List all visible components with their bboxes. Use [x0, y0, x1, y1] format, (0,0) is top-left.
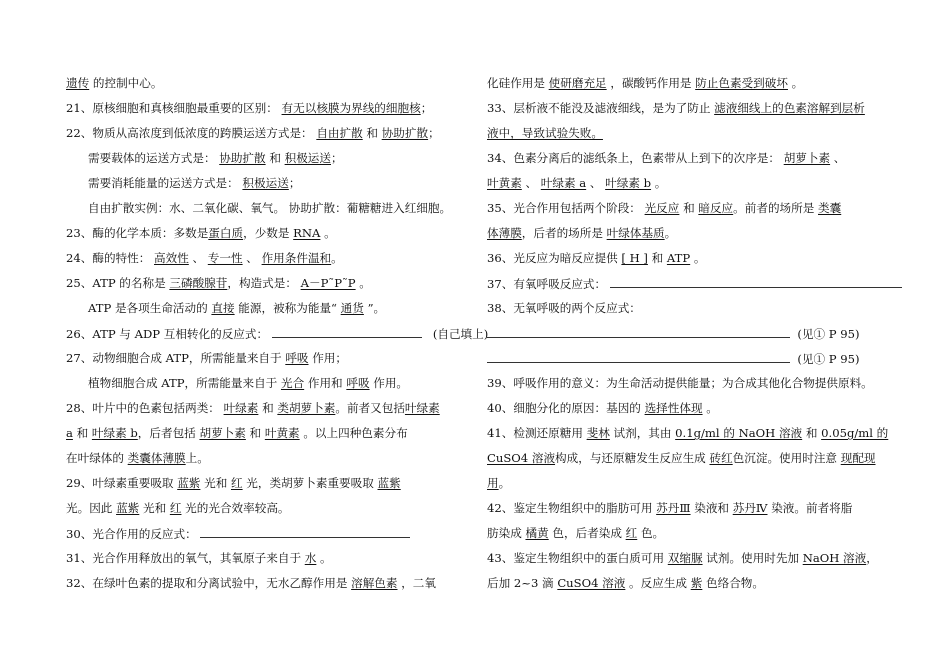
- item-41-cont: [487, 450, 876, 466]
- question-text: 光，类胡萝卜素重要吸取: [246, 476, 374, 490]
- item-38-eq2: [487, 350, 860, 367]
- question-text: 41、检测还原糖用: [487, 426, 583, 440]
- question-text: 、: [192, 251, 205, 265]
- question-text: 试剂，其由: [613, 426, 672, 440]
- answer-text: 蓝紫: [377, 476, 401, 490]
- question-text: 24、酶的特性：: [66, 251, 151, 265]
- question-text: 和: [249, 426, 262, 440]
- answer-text: 自由扩散: [316, 126, 363, 140]
- question-text: 植物细胞合成 ATP，所需能量来自于: [88, 376, 278, 390]
- question-text: 33、层析液不能没及滤液细线，是为了防止: [487, 101, 711, 115]
- item-22-carrier: [66, 150, 343, 166]
- question-text: 后加 2~3 滴: [487, 576, 554, 590]
- question-text: 。: [320, 551, 332, 565]
- item-21: [66, 100, 432, 116]
- question-text: 。反应生成: [629, 576, 688, 590]
- question-text: ；: [331, 151, 343, 165]
- item-40: [487, 400, 718, 416]
- item-22-energy: [66, 175, 300, 191]
- question-text: ，后者的场所是: [521, 226, 603, 240]
- answer-text: 光合: [280, 376, 305, 390]
- question-text: 22、物质从高浓度到低浓度的跨膜运送方式是：: [66, 126, 313, 140]
- question-text: 作用和: [307, 376, 343, 390]
- item-27: [66, 350, 347, 366]
- question-text: 需要消耗能量的运送方式是：: [88, 176, 239, 190]
- answer-text: 蛋白质: [208, 226, 244, 240]
- answer-text: 紫: [690, 576, 703, 590]
- item-38: [487, 300, 641, 316]
- question-text: 。以上四种色素分布: [303, 426, 408, 440]
- answer-text: 暗反应: [698, 201, 734, 215]
- answer-text: 呼吸: [285, 351, 309, 365]
- question-text: 需要载体的运送方式是：: [88, 151, 216, 165]
- item-38-eq1: [487, 325, 860, 342]
- question-text: ，后者包括: [137, 426, 196, 440]
- answer-text: NaOH 溶液: [802, 551, 867, 565]
- question-text: 色络合物。: [706, 576, 764, 590]
- answer-text: 溶解色素: [351, 576, 398, 590]
- question-text: 。: [498, 476, 511, 490]
- question-text: 。前者又包括: [335, 401, 405, 415]
- answer-text: 叶绿素: [223, 401, 259, 415]
- question-text: 。: [331, 251, 343, 265]
- answer-text: 叶黄素: [487, 176, 522, 190]
- question-text: 39、呼吸作用的意义：为生命活动提供能量；为合成其他化合物提供原料。: [487, 376, 873, 390]
- answer-text: 叶绿素 a: [540, 176, 587, 190]
- item-33-cont: [487, 125, 603, 141]
- question-text: 光和: [142, 501, 167, 515]
- answer-text: 作用条件温和: [261, 251, 332, 265]
- answer-text: 使研磨充足: [548, 76, 607, 90]
- question-text: ，碳酸钙作用是: [610, 76, 692, 90]
- item-28-end: [66, 450, 209, 466]
- question-text: 、: [525, 176, 538, 190]
- answer-text: 胡萝卜素: [783, 151, 831, 165]
- answer-text: 液中，导致试验失败。: [487, 126, 603, 140]
- answer-text: 滤液细线上的色素溶解到层析: [714, 101, 865, 115]
- question-text: 。: [359, 276, 371, 290]
- question-text: 染液。前者将脂: [771, 501, 853, 515]
- question-text: 和: [805, 426, 818, 440]
- answer-text: 现配现: [840, 451, 876, 465]
- answer-text: [ H ]: [621, 251, 648, 265]
- item-41: [487, 425, 888, 441]
- question-text: 的控制中心。: [92, 76, 163, 90]
- question-text: 和: [262, 401, 274, 415]
- item-31: [66, 550, 332, 566]
- question-text: 在叶绿体的: [66, 451, 124, 465]
- item-28-cont: [66, 425, 408, 441]
- answer-text: 叶绿素 b: [91, 426, 138, 440]
- question-text: 。: [324, 226, 336, 240]
- answer-text: 胡萝卜素: [199, 426, 246, 440]
- question-text: ，少数是: [243, 226, 290, 240]
- question-text: 化硅作用是: [487, 76, 545, 90]
- answer-text: 橘黄: [525, 526, 549, 540]
- item-32: [66, 575, 436, 591]
- answer-text: 光反应: [644, 201, 680, 215]
- blank-line: [272, 325, 422, 338]
- question-text: 构成，与还原糖发生反应生成: [555, 451, 706, 465]
- answer-text: 0.1g/ml 的 NaOH 溶液: [675, 426, 803, 440]
- question-text: 和: [76, 426, 89, 440]
- question-text: 32、在绿叶色素的提取和分离试验中，无水乙醇作用是: [66, 576, 348, 590]
- answer-text: 直接: [211, 301, 235, 315]
- question-text: 、: [833, 151, 846, 165]
- answer-text: 体薄膜: [487, 226, 522, 240]
- answer-text: 蓝紫: [177, 476, 201, 490]
- answer-text: 砖红: [709, 451, 733, 465]
- question-text: ；: [428, 126, 440, 140]
- item-35: [487, 200, 841, 216]
- item-30: [66, 525, 410, 542]
- question-text: 40、细胞分化的原因：基因的: [487, 401, 641, 415]
- question-text: 31、光合作用释放出的氧气，其氧原子来自于: [66, 551, 302, 565]
- question-text: ，二氧: [401, 576, 436, 590]
- item-23: [66, 225, 336, 241]
- question-text: (见① P 95): [797, 327, 860, 341]
- item-22: [66, 125, 440, 141]
- question-text: 光和: [204, 476, 228, 490]
- question-text: 25、ATP 的名称是: [66, 276, 166, 290]
- answer-text: 专一性: [207, 251, 243, 265]
- item-25: [66, 275, 371, 291]
- question-text: 和: [269, 151, 281, 165]
- question-text: 26、ATP 与 ADP 互相转化的反应式：: [66, 327, 269, 341]
- item-28: [66, 400, 440, 416]
- item-36: [487, 250, 705, 266]
- answer-text: 双缩脲: [667, 551, 703, 565]
- question-text: 34、色素分离后的滤纸条上，色素带从上到下的次序是：: [487, 151, 781, 165]
- item-29-cont: [66, 500, 290, 516]
- question-text: 。: [654, 176, 667, 190]
- question-text: 和: [651, 251, 664, 265]
- question-text: 36、光反应为暗反应提供: [487, 251, 618, 265]
- item-24: [66, 250, 343, 266]
- question-text: 23、酶的化学本质：多数是: [66, 226, 209, 240]
- question-text: 。: [706, 401, 718, 415]
- item-41-end: [487, 475, 510, 491]
- answer-text: 选择性体现: [644, 401, 703, 415]
- question-text: 、: [589, 176, 602, 190]
- question-text: 色沉淀。使用时注意: [732, 451, 838, 465]
- answer-text: 蓝紫: [116, 501, 140, 515]
- question-text: 28、叶片中的色素包括两类：: [66, 401, 220, 415]
- question-text: 38、无氧呼吸的两个反应式：: [487, 301, 641, 315]
- question-text: 能源，被称为能量“: [238, 301, 337, 315]
- item-27-plant: [66, 375, 408, 391]
- answer-text: CuSO4 溶液: [557, 576, 626, 590]
- answer-text: 积极运送: [242, 176, 289, 190]
- question-text: 。: [664, 226, 677, 240]
- answer-text: 类囊体薄膜: [127, 451, 186, 465]
- question-text: (自己填上): [432, 327, 489, 341]
- question-text: 42、鉴定生物组织中的脂肪可用: [487, 501, 653, 515]
- answer-text: 斐林: [586, 426, 610, 440]
- item-22-examples: [66, 200, 451, 216]
- answer-text: A－P˜P˜P: [300, 276, 356, 290]
- answer-text: ATP: [666, 251, 691, 265]
- answer-text: 协助扩散: [381, 126, 429, 140]
- answer-text: 有无以核膜为界线的细胞核: [281, 101, 421, 115]
- answer-text: 红: [625, 526, 638, 540]
- answer-text: 呼吸: [346, 376, 370, 390]
- question-text: ；: [288, 176, 301, 190]
- question-text: 30、光合作用的反应式：: [66, 527, 197, 541]
- question-text: 光。因此: [66, 501, 113, 515]
- question-text: 27、动物细胞合成 ATP，所需能量来自于: [66, 351, 282, 365]
- answer-text: CuSO4 溶液: [487, 451, 556, 465]
- answer-text: 类囊: [818, 201, 842, 215]
- answer-text: 积极运送: [284, 151, 331, 165]
- item-line: [66, 75, 162, 91]
- question-text: ，: [866, 551, 878, 565]
- question-text: 和: [366, 126, 379, 140]
- question-text: 色。: [640, 526, 665, 540]
- item-32-cont: [487, 75, 803, 91]
- question-text: ；: [420, 101, 433, 115]
- question-text: (见① P 95): [797, 352, 860, 366]
- question-text: 试剂。使用时先加: [706, 551, 800, 565]
- item-43-cont: [487, 575, 764, 591]
- question-text: 37、有氧呼吸反应式：: [487, 277, 607, 291]
- blank-line: [487, 325, 790, 338]
- answer-text: 高效性: [154, 251, 189, 265]
- question-text: 。前者的场所是: [733, 201, 815, 215]
- answer-text: 苏丹Ⅳ: [732, 501, 768, 515]
- item-35-cont: [487, 225, 676, 241]
- question-text: 。: [791, 76, 804, 90]
- item-39: [487, 375, 873, 391]
- question-text: 色，后者染成: [552, 526, 622, 540]
- answer-text: 叶绿素: [404, 401, 440, 415]
- item-42: [487, 500, 852, 516]
- question-text: 和: [683, 201, 695, 215]
- question-text: 35、光合作用包括两个阶段：: [487, 201, 641, 215]
- question-text: 作用；: [312, 351, 347, 365]
- answer-text: 三磷酸腺苷: [169, 276, 228, 290]
- blank-line: [200, 525, 410, 538]
- question-text: ATP 是各项生命活动的: [88, 301, 208, 315]
- answer-text: 遗传: [66, 76, 90, 90]
- blank-line: [487, 350, 790, 363]
- answer-text: RNA: [293, 226, 321, 240]
- question-text: 光的光合效率较高。: [185, 501, 290, 515]
- item-25-atp: [66, 300, 385, 316]
- answer-text: 红: [230, 476, 243, 490]
- item-43: [487, 550, 878, 566]
- answer-text: a: [66, 426, 73, 440]
- question-text: ，构造式是：: [227, 276, 297, 290]
- question-text: 上。: [185, 451, 209, 465]
- question-text: 。: [693, 251, 706, 265]
- answer-text: 0.05g/ml 的: [821, 426, 889, 440]
- question-text: 肪染成: [487, 526, 522, 540]
- question-text: 作用。: [373, 376, 409, 390]
- item-26: [66, 325, 488, 342]
- item-37: [487, 275, 902, 292]
- item-34-cont: [487, 175, 666, 191]
- answer-text: 用: [487, 476, 499, 490]
- question-text: 染液和: [694, 501, 730, 515]
- question-text: 43、鉴定生物组织中的蛋白质可用: [487, 551, 665, 565]
- question-text: ”。: [367, 301, 386, 315]
- item-33: [487, 100, 865, 116]
- answer-text: 通货: [340, 301, 364, 315]
- answer-text: 叶绿素 b: [605, 176, 652, 190]
- item-34: [487, 150, 845, 166]
- answer-text: 叶绿体基质: [606, 226, 665, 240]
- answer-text: 类胡萝卜素: [277, 401, 336, 415]
- question-text: 21、原核细胞和真核细胞最重要的区别：: [66, 101, 278, 115]
- question-text: 29、叶绿素重要吸取: [66, 476, 174, 490]
- question-text: 、: [246, 251, 258, 265]
- answer-text: 红: [169, 501, 182, 515]
- blank-line: [610, 275, 902, 288]
- answer-text: 苏丹Ⅲ: [656, 501, 691, 515]
- item-42-cont: [487, 525, 664, 541]
- item-29: [66, 475, 401, 491]
- answer-text: 水: [304, 551, 317, 565]
- answer-text: 叶黄素: [264, 426, 300, 440]
- answer-text: 防止色素受到破坏: [695, 76, 788, 90]
- answer-text: 协助扩散: [219, 151, 266, 165]
- question-text: 自由扩散实例：水、二氧化碳、氧气。 协助扩散：葡糖糖进入红细胞。: [88, 201, 452, 215]
